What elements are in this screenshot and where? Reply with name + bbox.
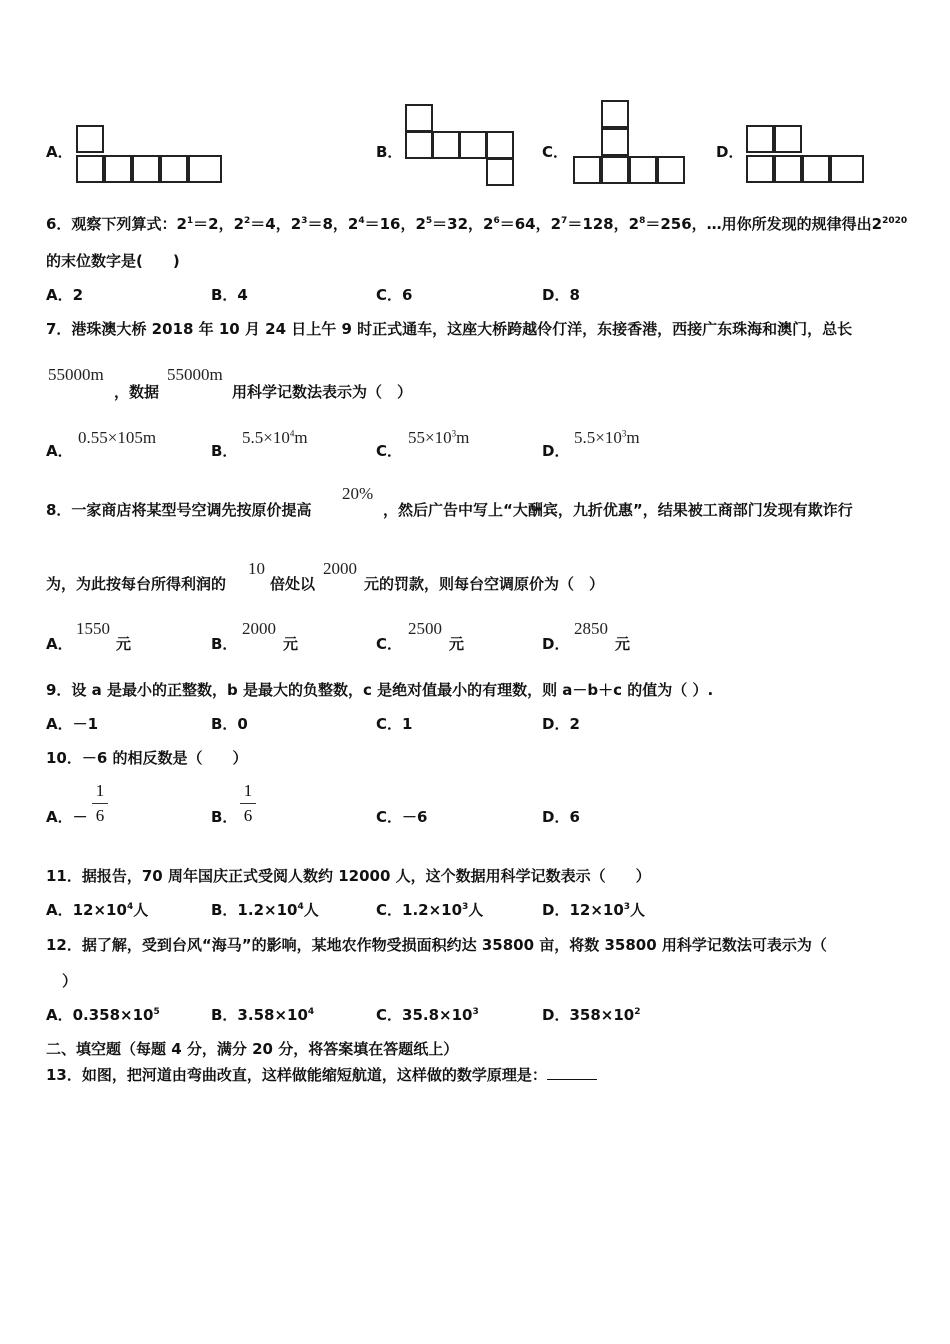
question-11-text: 11．据报告，70 周年国庆正式受阅人数约 12000 人，这个数据用科学记数表示（ ） — [46, 867, 651, 885]
power-item: $2^4=16$， — [347, 215, 416, 233]
q11-option-c: C．$1.2\times 10^3$人 — [376, 901, 484, 919]
q6-option-a: A．2 — [46, 286, 84, 304]
q7-option-d-label: D． — [542, 442, 570, 460]
q12-option-a: A．$0.358\times 10^5$ — [46, 1006, 160, 1024]
question-10-text: 10．－6 的相反数是（ ） — [46, 749, 248, 767]
q10-option-a-label: A．－ — [46, 808, 88, 826]
length-math: 55000m — [48, 365, 104, 384]
q6-option-d: D．8 — [542, 286, 580, 304]
power-item: $2^2=4$， — [233, 215, 291, 233]
question-8-line2c: 元的罚款，则每台空调原价为（ ） — [364, 575, 605, 593]
option-c-label: C． — [542, 143, 569, 161]
power-item: $2^6=64$， — [483, 215, 551, 233]
question-12-line1: 12．据了解，受到台风“海马”的影响，某地农作物受损面积约达 35800 亩，将数 35800 用科学记数法可表示为（ — [46, 936, 827, 954]
q8-option-b-math: 2000 — [242, 619, 276, 638]
q7-option-a-label: A． — [46, 442, 73, 460]
q8-option-b-unit: 元 — [283, 635, 299, 653]
times-math: 10 — [248, 559, 265, 578]
fraction-bar — [92, 803, 108, 804]
question-7-line2-end: 用科学记数法表示为（ ） — [232, 383, 413, 401]
q12-option-c: C．$35.8\times 10^3$ — [376, 1006, 479, 1024]
option-d-label: D． — [716, 143, 744, 161]
fraction-denominator: 6 — [95, 806, 105, 825]
power-item: $2^1=2$， — [176, 215, 234, 233]
q9-option-b: B．0 — [211, 715, 248, 733]
q10-option-c: C．－6 — [376, 808, 428, 826]
q8-option-a-math: 1550 — [76, 619, 110, 638]
fraction-denominator: 6 — [243, 806, 253, 825]
q8-option-c-math: 2500 — [408, 619, 442, 638]
q7-option-c-math: $55\times 10^3m$ — [408, 428, 470, 447]
question-12-line2: ） — [62, 972, 78, 990]
q8-option-a-unit: 元 — [116, 635, 132, 653]
fine-math: 2000 — [323, 559, 357, 578]
question-6-line1: 6．观察下列算式：$2^1=2$，$2^2=4$，$2^3=8$，$2^4=16$，$2^5=32$，$2^6=64$，$2^7=128$，$2^8=256$，…用你所发现的规律得出$2^{2020}$ — [46, 215, 908, 233]
question-8-line2a: 为，为此按每台所得利润的 — [46, 575, 227, 593]
q8-option-c-unit: 元 — [449, 635, 465, 653]
question-8-line1a: 8．一家商店将某型号空调先按原价提高 — [46, 501, 312, 519]
q6-option-c: C．6 — [376, 286, 413, 304]
question-6-line2: 的末位数字是( ) — [46, 252, 180, 270]
q7-option-b-label: B． — [211, 442, 238, 460]
question-13-text: 13．如图，把河道由弯曲改直，这样做能缩短航道，这样做的数学原理是： — [46, 1064, 597, 1085]
q8-option-a-label: A． — [46, 635, 73, 653]
answer-blank[interactable] — [547, 1065, 597, 1080]
q8-option-d-unit: 元 — [615, 635, 631, 653]
q8-option-d-label: D． — [542, 635, 570, 653]
power-item: $2^3=8$， — [290, 215, 348, 233]
q7-option-a-math: 0.55×105m — [78, 428, 157, 447]
q12-option-d: D．$358\times 10^2$ — [542, 1006, 641, 1024]
option-a-label: A． — [46, 143, 73, 161]
question-8-line2b: 倍处以 — [270, 575, 316, 593]
power-item: $2^8=256$， — [628, 215, 707, 233]
q11-option-d: D．$12\times 10^3$人 — [542, 901, 646, 919]
section-2-heading: 二、填空题（每题 4 分，满分 20 分，将答案填在答题纸上） — [46, 1040, 459, 1058]
percent-math: 20% — [342, 484, 374, 503]
question-7-line1: 7．港珠澳大桥 2018 年 10 月 24 日上午 9 时正式通车，这座大桥跨越伶仃洋，东接香港，西接广东珠海和澳门，总长 — [46, 320, 853, 338]
question-9-text: 9．设 a 是最小的正整数，b 是最大的负整数，c 是绝对值最小的有理数，则 a－b＋c 的值为（ ）. — [46, 681, 714, 699]
q9-option-d: D．2 — [542, 715, 580, 733]
q8-option-d-math: 2850 — [574, 619, 608, 638]
question-7-mid: ，数据 — [114, 383, 160, 401]
q10-option-b-label: B． — [211, 808, 238, 826]
data-math: 55000m — [167, 365, 223, 384]
power-item: $2^5=32$， — [415, 215, 484, 233]
fraction-bar — [240, 803, 256, 804]
option-b-label: B． — [376, 143, 403, 161]
question-8-line1b: ，然后广告中写上“大酬宾，九折优惠”，结果被工商部门发现有欺诈行 — [383, 501, 853, 519]
q7-option-c-label: C． — [376, 442, 403, 460]
q12-option-b: B．$3.58\times 10^4$ — [211, 1006, 315, 1024]
fraction-numerator: 1 — [243, 781, 253, 800]
q7-option-b-math: $5.5\times 10^4m$ — [242, 428, 308, 447]
q9-option-a: A．－1 — [46, 715, 99, 733]
power-item: $2^7=128$， — [550, 215, 629, 233]
q7-option-d-math: $5.5\times 10^3m$ — [574, 428, 640, 447]
q10-option-d: D．6 — [542, 808, 580, 826]
q8-option-c-label: C． — [376, 635, 403, 653]
q11-option-b: B．$1.2\times 10^4$人 — [211, 901, 319, 919]
q11-option-a: A．$12\times 10^4$人 — [46, 901, 149, 919]
fraction-numerator: 1 — [95, 781, 105, 800]
q8-option-b-label: B． — [211, 635, 238, 653]
q9-option-c: C．1 — [376, 715, 413, 733]
q6-option-b: B．4 — [211, 286, 248, 304]
